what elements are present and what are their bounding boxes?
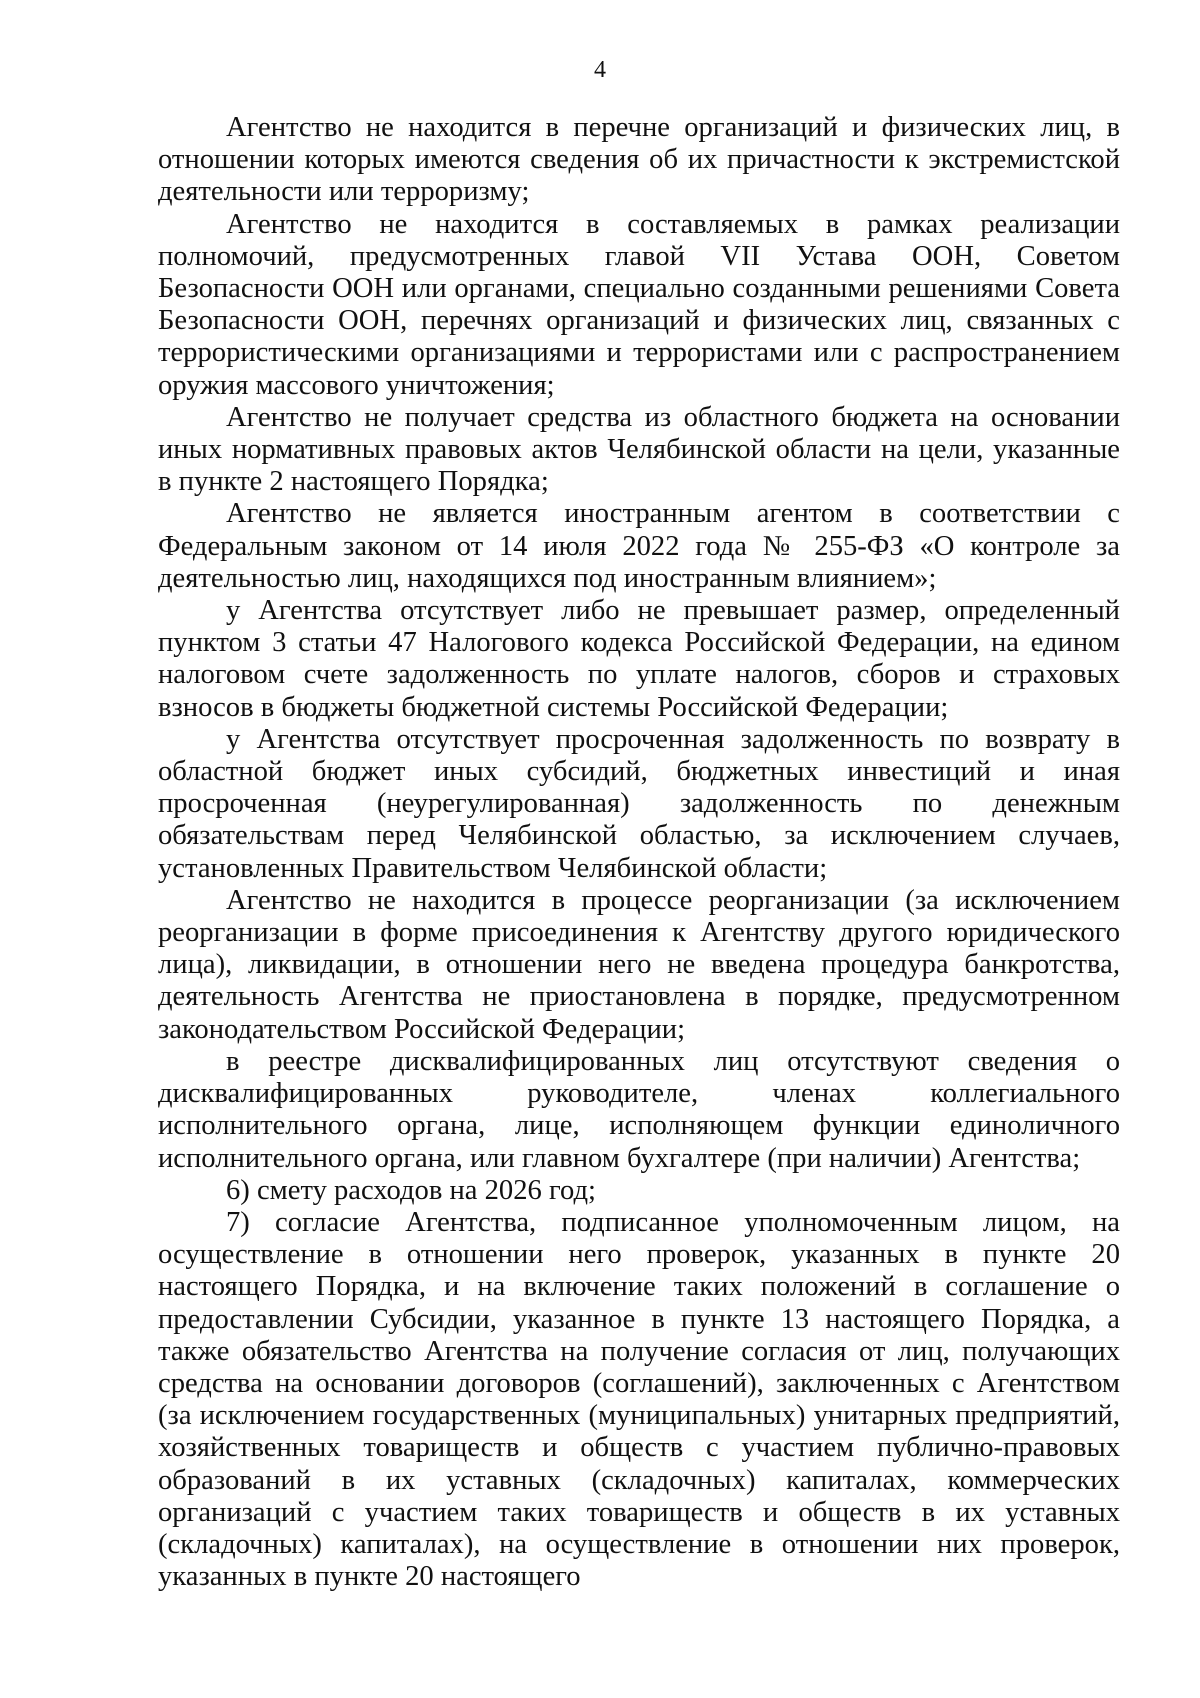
page-number: 4 bbox=[594, 57, 606, 83]
paragraph-no-other-regional-funding: Агентство не получает средства из областного бюджета на основании иных нормативных правовых актов Челябинской области на цели, указанные в пункте 2 настоящего Порядка; bbox=[158, 401, 1120, 498]
paragraph-disqualified-persons: в реестре дисквалифицированных лиц отсутствуют сведения о дисквалифицированных руководителе, членах коллегиального исполнительного органа, лице, исполняющем функции единоличного исполнительного органа, или главном бухгалтере (при наличии) Агентства; bbox=[158, 1045, 1120, 1174]
list-item-6-expense-estimate: 6) смету расходов на 2026 год; bbox=[226, 1174, 596, 1206]
paragraph-not-foreign-agent: Агентство не является иностранным агентом в соответствии с Федеральным законом от 14 июля 2022 года № 255-ФЗ «О контроле за деятельностью лиц, находящихся под иностранным влиянием»; bbox=[158, 498, 1120, 594]
paragraph-un-sanctions-list: Агентство не находится в составляемых в рамках реализации полномочий, предусмотренных главой VII Устава ООН, Советом Безопасности ООН или органами, специально созданными решениями Совета Безопасности ООН, перечнях организаций и физических лиц, связанных с террористическими организациями и террористами или с распространением оружия массового уничтожения; bbox=[158, 208, 1120, 401]
list-item-7-consent: 7) согласие Агентства, подписанное уполномоченным лицом, на осуществление в отношении него проверок, указанных в пункте 20 настоящего Порядка, и на включение таких положений в соглашение о предоставлении Субсидии, указанное в пункте 13 настоящего Порядка, а также обязательство Агентства на получение согласия от лиц, получающих средства на основании договоров (соглашений), заключенных с Агентством (за исключением государственных (муниципальных) унитарных предприятий, хозяйственных товариществ и обществ с участием публично-правовых образований в их уставных (складочных) капиталах, коммерческих организаций с участием таких товариществ и обществ в их уставных (складочных) капиталах), на осуществление в отношении них проверок, указанных в пункте 20 настоящего bbox=[158, 1206, 1120, 1593]
paragraph-tax-debt: у Агентства отсутствует либо не превышает размер, определенный пунктом 3 статьи 47 Налогового кодекса Российской Федерации, на едином налоговом счете задолженность по уплате налогов, сборов и страховых взносов в бюджеты бюджетной системы Российской Федерации; bbox=[158, 595, 1120, 723]
paragraph-overdue-debt: у Агентства отсутствует просроченная задолженность по возврату в областной бюджет иных субсидий, бюджетных инвестиций и иная просроченная (неурегулированная) задолженность по денежным обязательствам перед Челябинской областью, за исключением случаев, установленных Правительством Челябинской области; bbox=[158, 723, 1120, 884]
paragraph-extremism-list: Агентство не находится в перечне организаций и физических лиц, в отношении которых имеются сведения об их причастности к экстремистской деятельности или терроризму; bbox=[158, 112, 1120, 208]
paragraph-reorganization: Агентство не находится в процессе реорганизации (за исключением реорганизации в форме присоединения к Агентству другого юридического лица), ликвидации, в отношении него не введена процедура банкротства, деятельность Агентства не приостановлена в порядке, предусмотренном законодательством Российской Федерации; bbox=[158, 884, 1120, 1045]
document-body bbox=[158, 112, 1120, 1593]
